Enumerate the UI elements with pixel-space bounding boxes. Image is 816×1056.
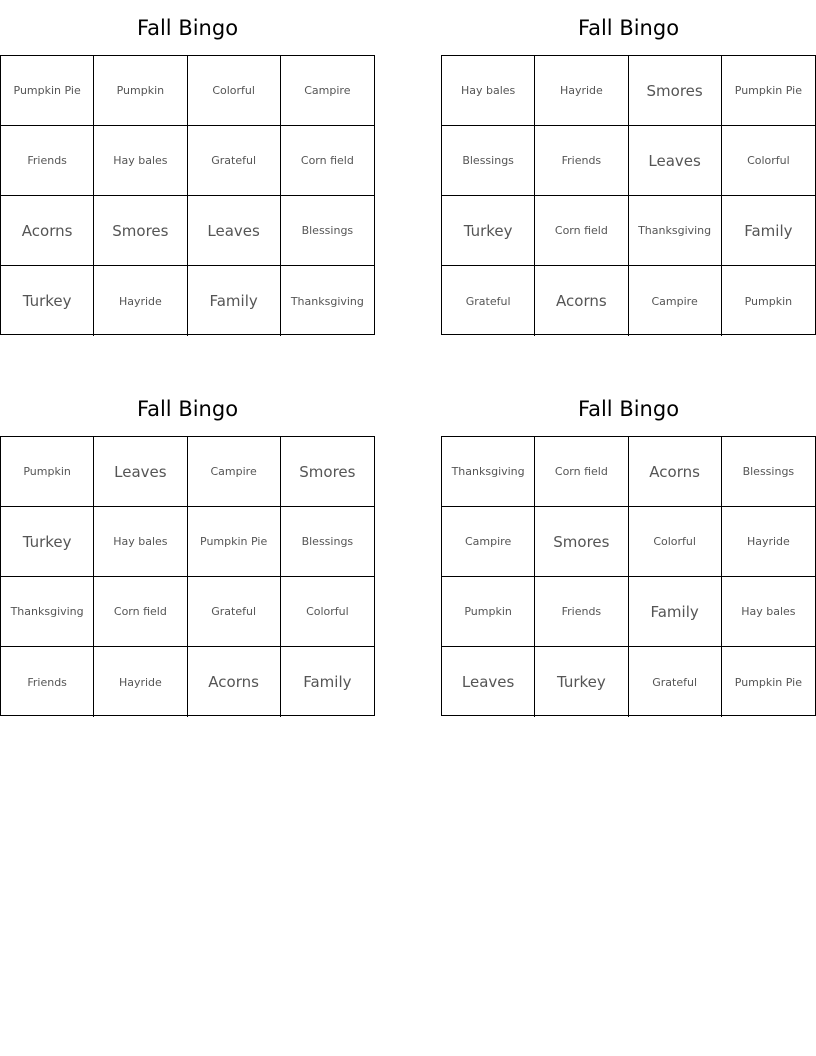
bingo-cell: Pumpkin Pie <box>734 675 802 689</box>
bingo-cell: Campire <box>442 507 535 577</box>
bingo-cell: Pumpkin Pie <box>722 56 815 126</box>
bingo-cell: Pumpkin <box>442 577 535 647</box>
bingo-cell: Hay bales <box>722 577 815 647</box>
bingo-cell: Pumpkin Pie <box>1 56 94 126</box>
bingo-cell: Leaves <box>188 196 281 266</box>
bingo-cell: Pumpkin <box>1 437 94 507</box>
bingo-card-2 <box>441 0 816 335</box>
bingo-cell: Family <box>303 673 352 691</box>
bingo-cell: Corn field <box>535 196 628 266</box>
bingo-cell: Turkey <box>442 196 535 266</box>
bingo-cell: Thanksgiving <box>290 294 364 308</box>
bingo-cell: Friends <box>535 577 628 647</box>
bingo-cell: Thanksgiving <box>1 577 94 647</box>
bingo-cell: Family <box>722 196 815 266</box>
bingo-card-1 <box>0 0 375 335</box>
bingo-cell: Thanksgiving <box>629 196 722 266</box>
bingo-cell: Blessings <box>281 507 374 577</box>
bingo-cell: Friends <box>535 126 628 196</box>
bingo-cell: Colorful <box>722 126 815 196</box>
bingo-cell: Hayride <box>535 56 628 126</box>
bingo-cell: Friends <box>1 126 94 196</box>
card-title: Fall Bingo <box>136 397 239 421</box>
bingo-cell: Grateful <box>442 266 535 336</box>
bingo-cell: Colorful <box>629 507 722 577</box>
bingo-cell: Family <box>629 577 722 647</box>
bingo-card-4 <box>441 381 816 716</box>
bingo-card-3 <box>0 381 375 716</box>
card-title: Fall Bingo <box>577 16 680 40</box>
bingo-cell: Family <box>188 266 281 336</box>
bingo-grid <box>441 55 816 335</box>
bingo-cell: Smores <box>94 196 187 266</box>
bingo-cell: Corn field <box>281 126 374 196</box>
card-title: Fall Bingo <box>136 16 239 40</box>
bingo-cell: Hay bales <box>442 56 535 126</box>
bingo-cell: Hay bales <box>94 126 187 196</box>
bingo-cell: Colorful <box>281 577 374 647</box>
bingo-cell: Grateful <box>188 577 281 647</box>
bingo-cell: Corn field <box>94 577 187 647</box>
bingo-cell: Thanksgiving <box>442 437 535 507</box>
bingo-grid <box>441 436 816 716</box>
bingo-cell: Pumpkin <box>744 294 793 308</box>
bingo-cell: Pumpkin <box>94 56 187 126</box>
bingo-cell: Smores <box>281 437 374 507</box>
bingo-cell: Turkey <box>535 647 628 717</box>
bingo-cell: Blessings <box>281 196 374 266</box>
bingo-cell: Grateful <box>188 126 281 196</box>
bingo-cell: Hayride <box>94 266 187 336</box>
bingo-cell: Campire <box>629 266 722 336</box>
bingo-cell: Leaves <box>629 126 722 196</box>
bingo-cell: Smores <box>629 56 722 126</box>
bingo-cell: Colorful <box>188 56 281 126</box>
bingo-cell: Friends <box>1 647 94 717</box>
bingo-grid <box>0 55 375 335</box>
bingo-cell: Acorns <box>629 437 722 507</box>
bingo-cell: Leaves <box>94 437 187 507</box>
bingo-cell: Blessings <box>722 437 815 507</box>
bingo-cell: Hayride <box>94 647 187 717</box>
bingo-cell: Hayride <box>722 507 815 577</box>
bingo-cell: Campire <box>281 56 374 126</box>
bingo-cell: Pumpkin Pie <box>188 507 281 577</box>
bingo-cell: Smores <box>535 507 628 577</box>
card-title: Fall Bingo <box>577 397 680 421</box>
bingo-cell: Acorns <box>188 647 281 717</box>
bingo-cell: Grateful <box>629 647 722 717</box>
bingo-cell: Acorns <box>535 266 628 336</box>
bingo-cell: Blessings <box>442 126 535 196</box>
bingo-cell: Acorns <box>1 196 94 266</box>
bingo-cell: Turkey <box>1 507 94 577</box>
bingo-grid <box>0 436 375 716</box>
bingo-cell: Corn field <box>535 437 628 507</box>
bingo-cell: Turkey <box>1 266 94 336</box>
bingo-cell: Campire <box>188 437 281 507</box>
bingo-cell: Leaves <box>442 647 535 717</box>
bingo-cell: Hay bales <box>94 507 187 577</box>
